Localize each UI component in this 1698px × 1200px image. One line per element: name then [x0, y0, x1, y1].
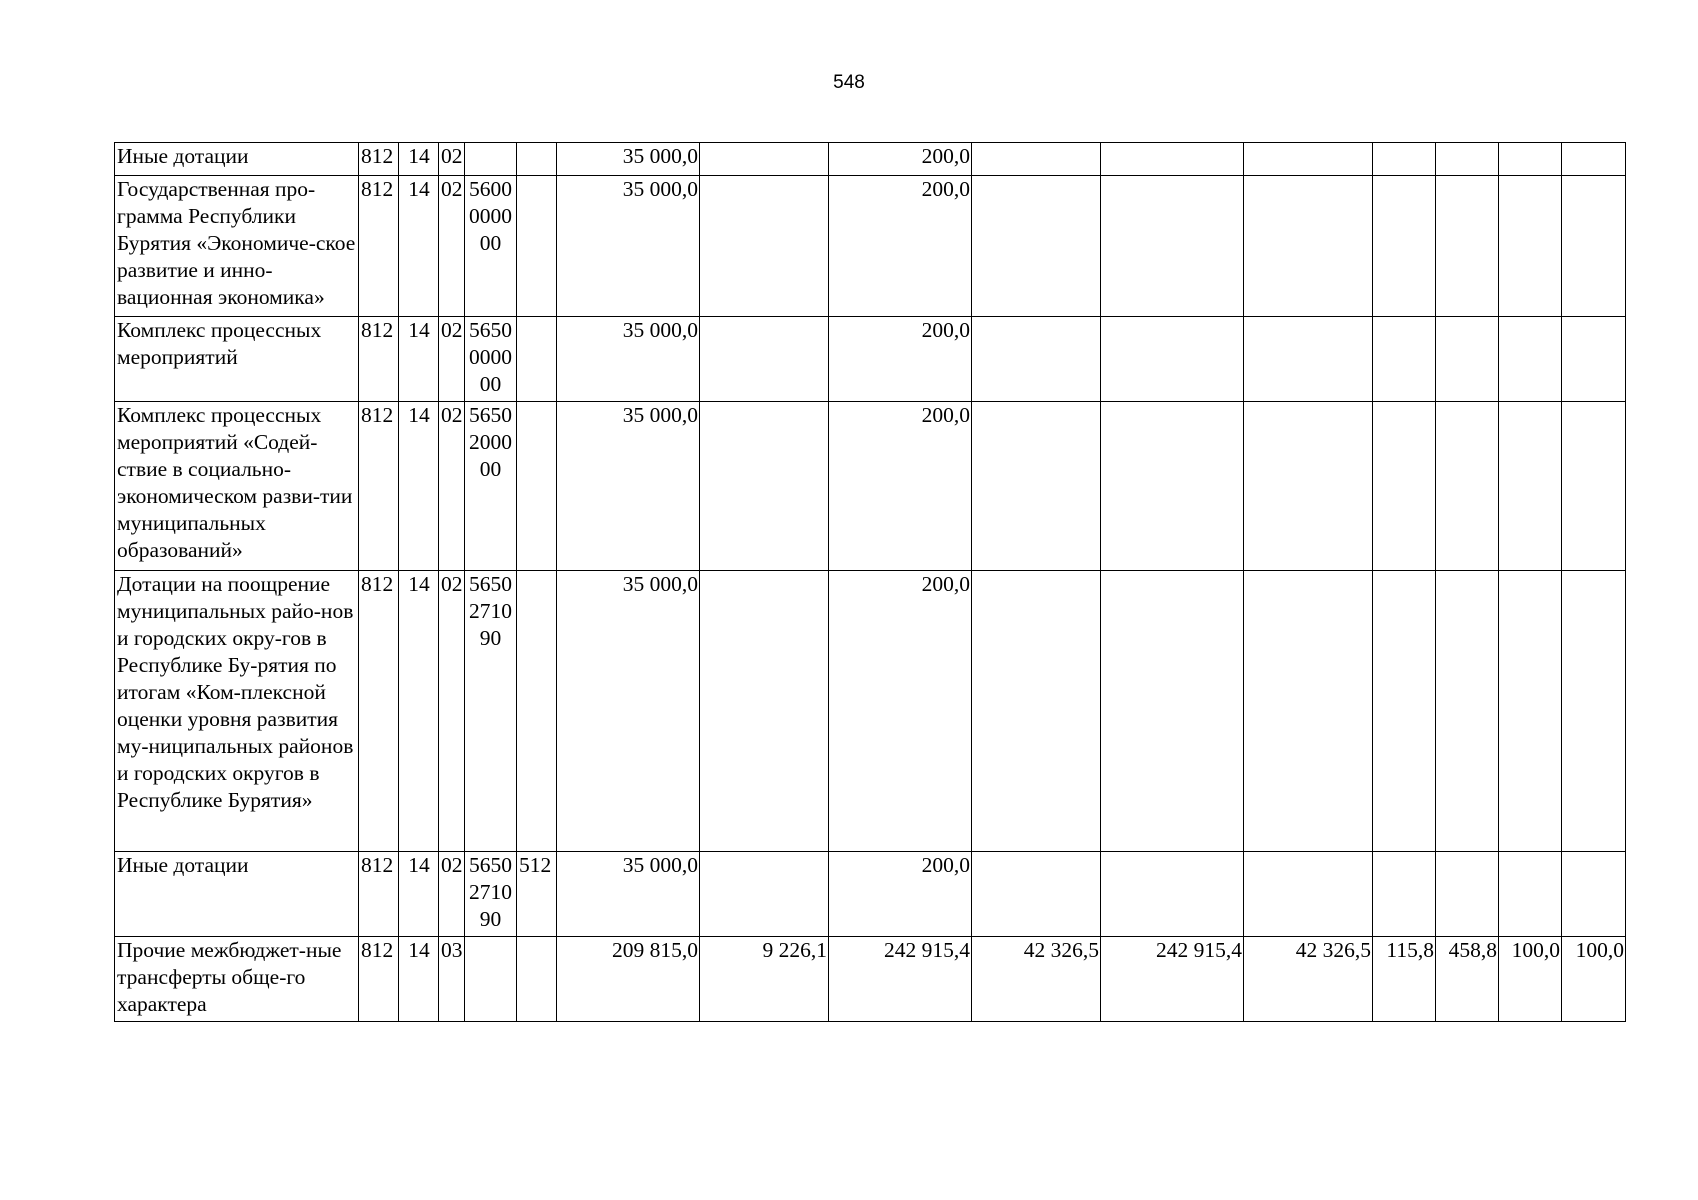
cell-name: Иные дотации	[115, 143, 359, 176]
cell-subsection: 02	[439, 176, 465, 317]
cell-percent-4	[1562, 143, 1626, 176]
cell-name: Иные дотации	[115, 852, 359, 937]
table-row	[115, 402, 1626, 571]
cell-section: 14	[399, 571, 439, 852]
cell-value-1: 35 000,0	[557, 571, 700, 852]
cell-grbs: 812	[359, 143, 399, 176]
cell-value-4	[972, 317, 1101, 402]
cell-grbs: 812	[359, 852, 399, 937]
cell-section: 14	[399, 937, 439, 1022]
cell-percent-3	[1499, 571, 1562, 852]
cell-value-6	[1244, 143, 1373, 176]
cell-target-article	[465, 143, 517, 176]
cell-percent-3	[1499, 176, 1562, 317]
cell-percent-1: 115,8	[1373, 937, 1436, 1022]
cell-expense-type: 512	[517, 852, 557, 937]
cell-value-4	[972, 402, 1101, 571]
cell-percent-4: 100,0	[1562, 937, 1626, 1022]
cell-percent-2: 458,8	[1436, 937, 1499, 1022]
cell-value-5	[1101, 571, 1244, 852]
cell-value-1: 209 815,0	[557, 937, 700, 1022]
cell-percent-2	[1436, 317, 1499, 402]
cell-value-2	[700, 852, 829, 937]
cell-section: 14	[399, 402, 439, 571]
cell-value-4	[972, 143, 1101, 176]
cell-section: 14	[399, 143, 439, 176]
cell-percent-1	[1373, 317, 1436, 402]
cell-value-3: 200,0	[829, 571, 972, 852]
cell-percent-3	[1499, 852, 1562, 937]
cell-expense-type	[517, 402, 557, 571]
cell-value-2	[700, 143, 829, 176]
cell-target-article: 5650200000	[465, 402, 517, 571]
cell-value-2	[700, 402, 829, 571]
cell-name: Государственная про-грамма Республики Бурятия «Экономиче-ское развитие и инно-вационная экономика»	[115, 176, 359, 317]
cell-value-3: 200,0	[829, 402, 972, 571]
cell-value-4	[972, 852, 1101, 937]
cell-value-3: 200,0	[829, 317, 972, 402]
cell-subsection: 02	[439, 317, 465, 402]
cell-expense-type	[517, 143, 557, 176]
cell-expense-type	[517, 571, 557, 852]
cell-target-article: 5650271090	[465, 852, 517, 937]
cell-value-1: 35 000,0	[557, 143, 700, 176]
cell-value-1: 35 000,0	[557, 317, 700, 402]
cell-grbs: 812	[359, 176, 399, 317]
cell-subsection: 02	[439, 143, 465, 176]
table-row	[115, 143, 1626, 176]
cell-target-article: 5650271090	[465, 571, 517, 852]
cell-value-6	[1244, 402, 1373, 571]
table-row	[115, 937, 1626, 1022]
cell-grbs: 812	[359, 571, 399, 852]
cell-percent-1	[1373, 176, 1436, 317]
cell-subsection: 02	[439, 852, 465, 937]
budget-table	[114, 142, 1626, 1022]
cell-expense-type	[517, 317, 557, 402]
cell-percent-4	[1562, 571, 1626, 852]
cell-percent-4	[1562, 317, 1626, 402]
cell-subsection: 03	[439, 937, 465, 1022]
cell-name: Комплекс процессных мероприятий	[115, 317, 359, 402]
cell-percent-4	[1562, 852, 1626, 937]
cell-percent-4	[1562, 176, 1626, 317]
cell-value-6: 42 326,5	[1244, 937, 1373, 1022]
cell-percent-1	[1373, 852, 1436, 937]
cell-target-article: 5600000000	[465, 176, 517, 317]
cell-value-4: 42 326,5	[972, 937, 1101, 1022]
table-body	[115, 143, 1626, 1022]
cell-grbs: 812	[359, 937, 399, 1022]
cell-section: 14	[399, 852, 439, 937]
cell-percent-1	[1373, 571, 1436, 852]
cell-value-3: 242 915,4	[829, 937, 972, 1022]
cell-target-article	[465, 937, 517, 1022]
cell-section: 14	[399, 176, 439, 317]
cell-percent-2	[1436, 402, 1499, 571]
cell-value-1: 35 000,0	[557, 176, 700, 317]
table-row	[115, 571, 1626, 852]
cell-percent-1	[1373, 402, 1436, 571]
cell-value-3: 200,0	[829, 143, 972, 176]
cell-value-2: 9 226,1	[700, 937, 829, 1022]
cell-value-4	[972, 571, 1101, 852]
cell-value-5	[1101, 176, 1244, 317]
cell-percent-2	[1436, 571, 1499, 852]
cell-percent-3: 100,0	[1499, 937, 1562, 1022]
cell-percent-2	[1436, 176, 1499, 317]
page-number: 548	[833, 72, 865, 93]
cell-expense-type	[517, 176, 557, 317]
cell-value-5: 242 915,4	[1101, 937, 1244, 1022]
cell-percent-3	[1499, 143, 1562, 176]
cell-subsection: 02	[439, 571, 465, 852]
cell-value-6	[1244, 317, 1373, 402]
cell-grbs: 812	[359, 317, 399, 402]
cell-value-3: 200,0	[829, 176, 972, 317]
cell-percent-4	[1562, 402, 1626, 571]
cell-value-5	[1101, 402, 1244, 571]
cell-value-2	[700, 571, 829, 852]
cell-value-6	[1244, 571, 1373, 852]
cell-expense-type	[517, 937, 557, 1022]
cell-name: Дотации на поощрение муниципальных райо-нов и городских окру-гов в Республике Бу-рятия по итогам «Ком-плексной оценки уровня развития му-ниципальных районов и городских округов в Республике Бурятия»	[115, 571, 359, 852]
cell-value-5	[1101, 852, 1244, 937]
cell-value-2	[700, 317, 829, 402]
cell-value-6	[1244, 176, 1373, 317]
cell-value-4	[972, 176, 1101, 317]
cell-target-article: 5650000000	[465, 317, 517, 402]
table-row	[115, 852, 1626, 937]
cell-value-5	[1101, 317, 1244, 402]
table-row	[115, 176, 1626, 317]
cell-percent-3	[1499, 402, 1562, 571]
cell-value-1: 35 000,0	[557, 852, 700, 937]
cell-value-1: 35 000,0	[557, 402, 700, 571]
cell-percent-2	[1436, 143, 1499, 176]
cell-subsection: 02	[439, 402, 465, 571]
cell-value-6	[1244, 852, 1373, 937]
cell-name: Комплекс процессных мероприятий «Содей-ствие в социально-экономическом разви-тии муниципальных образований»	[115, 402, 359, 571]
cell-percent-2	[1436, 852, 1499, 937]
cell-grbs: 812	[359, 402, 399, 571]
table-row	[115, 317, 1626, 402]
cell-value-3: 200,0	[829, 852, 972, 937]
cell-name: Прочие межбюджет-ные трансферты обще-го характера	[115, 937, 359, 1022]
cell-value-5	[1101, 143, 1244, 176]
cell-percent-3	[1499, 317, 1562, 402]
cell-percent-1	[1373, 143, 1436, 176]
cell-section: 14	[399, 317, 439, 402]
cell-value-2	[700, 176, 829, 317]
